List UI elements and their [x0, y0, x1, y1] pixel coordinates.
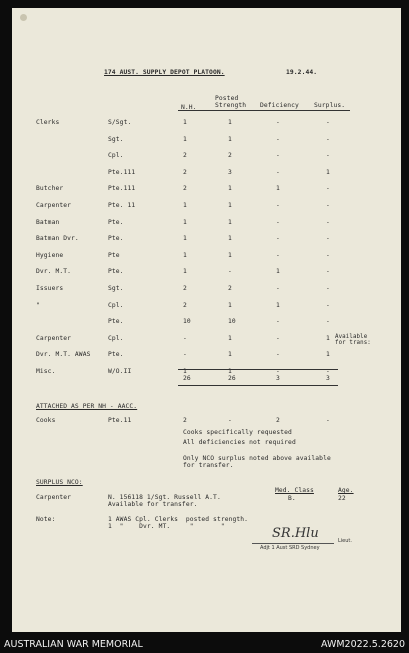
row-note: Available for trans:: [335, 334, 371, 346]
row-trade: Carpenter: [36, 335, 72, 342]
row-rank: Pte.: [108, 268, 124, 275]
total-surplus: 3: [326, 375, 330, 382]
row-surplus: -: [326, 318, 330, 325]
row-deficiency: -: [276, 335, 280, 342]
note-label: Note:: [36, 516, 56, 523]
row-surplus: -: [326, 152, 330, 159]
totals-rule-top: [178, 369, 338, 370]
row-surplus: -: [326, 219, 330, 226]
row-nh: 1: [183, 136, 187, 143]
row-surplus: -: [326, 368, 330, 375]
row-surplus: -: [326, 252, 330, 259]
row-nh: 2: [183, 169, 187, 176]
document-date: 19.2.44.: [286, 69, 318, 76]
row-surplus: 1: [326, 335, 330, 342]
attached-note-deficiencies: All deficiencies not required: [183, 439, 296, 446]
row-surplus: -: [326, 235, 330, 242]
row-posted: 1: [228, 302, 232, 309]
row-trade: Misc.: [36, 368, 56, 375]
row-nh: 2: [183, 185, 187, 192]
surplus-nco-trade: Carpenter: [36, 494, 72, 501]
total-deficiency: 3: [276, 375, 280, 382]
row-trade: Issuers: [36, 285, 64, 292]
attached-rank: Pte.11: [108, 417, 132, 424]
row-rank: Cpl.: [108, 335, 124, 342]
row-nh: -: [183, 335, 187, 342]
row-deficiency: -: [276, 219, 280, 226]
row-nh: 2: [183, 302, 187, 309]
footer-archive-name: AUSTRALIAN WAR MEMORIAL: [4, 639, 143, 650]
row-posted: 1: [228, 335, 232, 342]
row-nh: 1: [183, 119, 187, 126]
row-rank: W/O.II: [108, 368, 132, 375]
row-surplus: 1: [326, 351, 330, 358]
age-label: Age.: [338, 487, 354, 494]
age-value: 22: [338, 495, 346, 502]
row-nh: 1: [183, 252, 187, 259]
row-posted: -: [228, 268, 232, 275]
row-trade: Dvr. M.T.: [36, 268, 72, 275]
row-nh: 1: [183, 268, 187, 275]
header-rule: [178, 110, 350, 111]
row-posted: 1: [228, 219, 232, 226]
attached-trade: Cooks: [36, 417, 56, 424]
row-nh: 2: [183, 285, 187, 292]
row-surplus: -: [326, 202, 330, 209]
row-surplus: -: [326, 268, 330, 275]
attached-deficiency: 2: [276, 417, 280, 424]
row-nh: 1: [183, 368, 187, 375]
header-surplus: Surplus.: [314, 102, 346, 109]
row-deficiency: -: [276, 202, 280, 209]
row-posted: 2: [228, 285, 232, 292]
signature: SR.Hlu: [272, 526, 319, 541]
row-posted: 1: [228, 185, 232, 192]
row-rank: Pte: [108, 252, 120, 259]
total-nh: 26: [183, 375, 191, 382]
row-surplus: -: [326, 119, 330, 126]
row-rank: Cpl.: [108, 152, 124, 159]
med-class-label: Med. Class: [275, 487, 314, 494]
row-deficiency: 1: [276, 302, 280, 309]
attached-nh: 2: [183, 417, 187, 424]
row-deficiency: -: [276, 351, 280, 358]
row-rank: S/Sgt.: [108, 119, 132, 126]
note-text: 1 AWAS Cpl. Clerks posted strength. 1 " Dvr. MT. " ": [108, 516, 249, 530]
row-rank: Sgt.: [108, 285, 124, 292]
signature-rank: Lieut.: [338, 538, 352, 544]
row-deficiency: -: [276, 318, 280, 325]
row-surplus: -: [326, 285, 330, 292]
row-deficiency: -: [276, 119, 280, 126]
row-nh: 1: [183, 219, 187, 226]
row-trade: Clerks: [36, 119, 60, 126]
row-posted: 1: [228, 368, 232, 375]
row-deficiency: -: [276, 136, 280, 143]
row-posted: 1: [228, 136, 232, 143]
row-rank: Pte.: [108, 351, 124, 358]
row-nh: -: [183, 351, 187, 358]
attached-heading: ATTACHED AS PER NH - AACC.: [36, 403, 138, 410]
row-posted: 1: [228, 119, 232, 126]
row-posted: 10: [228, 318, 236, 325]
row-rank: Pte. 11: [108, 202, 136, 209]
row-deficiency: 1: [276, 268, 280, 275]
row-rank: Cpl.: [108, 302, 124, 309]
header-posted-strength: Posted Strength: [215, 95, 247, 109]
med-class-value: B.: [288, 495, 296, 502]
header-deficiency: Deficiency: [260, 102, 299, 109]
row-deficiency: -: [276, 252, 280, 259]
total-posted: 26: [228, 375, 236, 382]
surplus-nco-detail: N. 156118 1/Sgt. Russell A.T. Available for transfer.: [108, 494, 221, 508]
row-posted: 1: [228, 351, 232, 358]
row-deficiency: -: [276, 169, 280, 176]
row-surplus: -: [326, 136, 330, 143]
header-nh: N.H.: [181, 104, 197, 111]
row-rank: Pte.: [108, 219, 124, 226]
row-nh: 10: [183, 318, 191, 325]
row-trade: Hygiene: [36, 252, 64, 259]
row-trade: ": [36, 302, 40, 309]
row-posted: 1: [228, 252, 232, 259]
row-rank: Pte.111: [108, 185, 136, 192]
row-deficiency: -: [276, 235, 280, 242]
row-deficiency: -: [276, 285, 280, 292]
row-trade: Batman Dvr.: [36, 235, 79, 242]
row-deficiency: -: [276, 152, 280, 159]
row-trade: Butcher: [36, 185, 64, 192]
row-surplus: -: [326, 302, 330, 309]
row-nh: 1: [183, 235, 187, 242]
surplus-nco-heading: SURPLUS NCO:: [36, 479, 83, 486]
attached-posted: -: [228, 417, 232, 424]
row-deficiency: -: [276, 368, 280, 375]
adjutant-stamp: Adjt 1 Aust SRD Sydney: [260, 545, 320, 551]
attached-note-cooks: Cooks specifically requested: [183, 429, 292, 436]
row-posted: 2: [228, 152, 232, 159]
document-title: 174 AUST. SUPPLY DEPOT PLATOON.: [104, 69, 225, 76]
attached-surplus: -: [326, 417, 330, 424]
attached-note-nco: Only NCO surplus noted above available for transfer.: [183, 455, 331, 469]
row-rank: Pte.: [108, 235, 124, 242]
row-trade: Batman: [36, 219, 60, 226]
totals-rule-bottom: [178, 385, 338, 386]
row-rank: Pte.: [108, 318, 124, 325]
row-rank: Pte.111: [108, 169, 136, 176]
row-posted: 3: [228, 169, 232, 176]
row-nh: 1: [183, 202, 187, 209]
row-posted: 1: [228, 235, 232, 242]
row-rank: Sgt.: [108, 136, 124, 143]
footer-accession-number: AWM2022.5.2620: [320, 639, 405, 650]
signature-line: [252, 543, 334, 544]
row-deficiency: 1: [276, 185, 280, 192]
row-trade: Carpenter: [36, 202, 72, 209]
row-trade: Dvr. M.T. AWAS: [36, 351, 91, 358]
punch-hole: [20, 14, 27, 21]
row-posted: 1: [228, 202, 232, 209]
row-surplus: 1: [326, 169, 330, 176]
row-nh: 2: [183, 152, 187, 159]
row-surplus: -: [326, 185, 330, 192]
